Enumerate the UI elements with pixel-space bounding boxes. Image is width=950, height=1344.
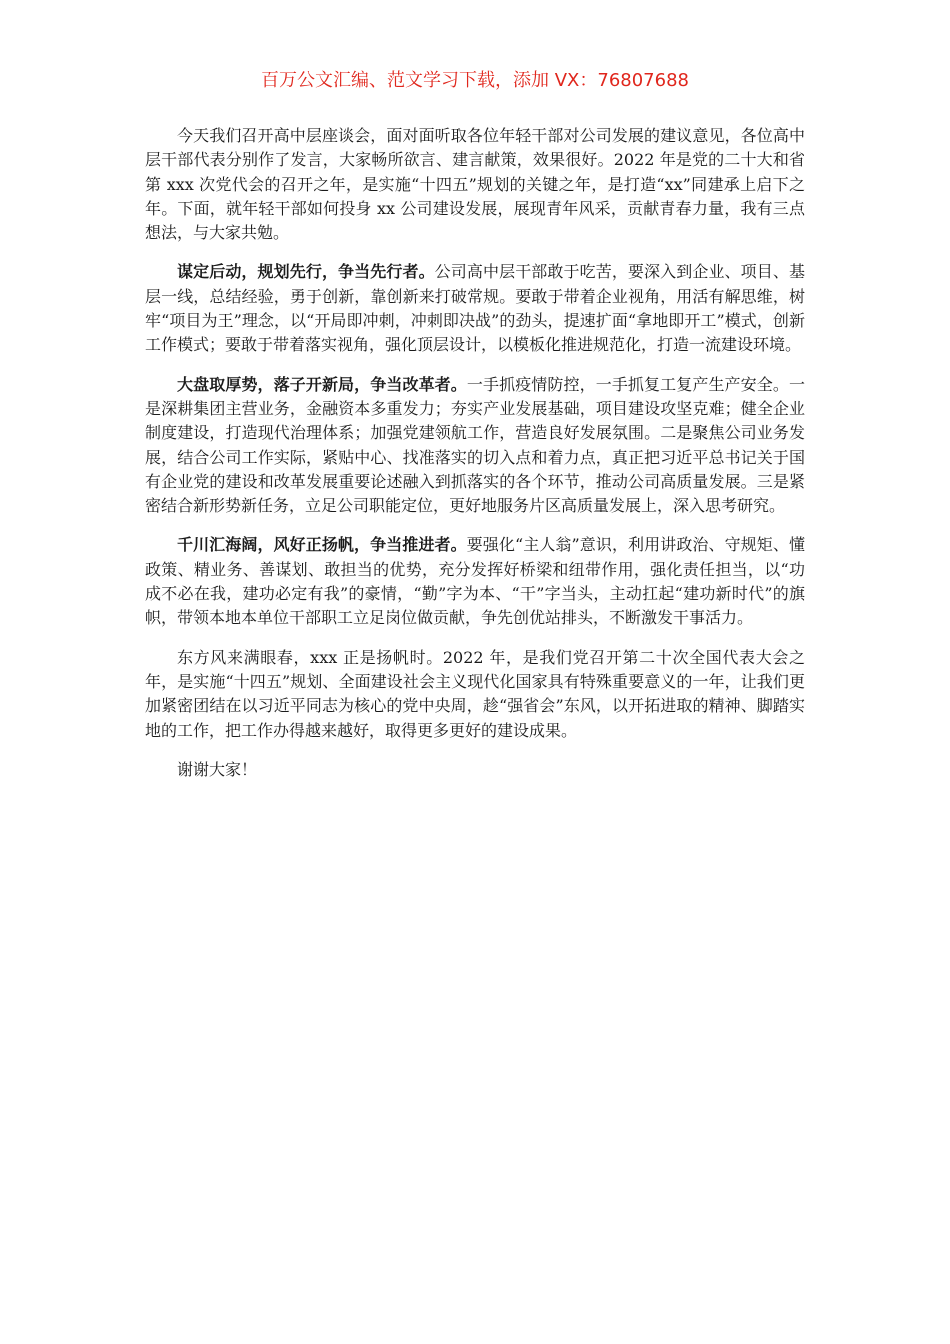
paragraph-text: 东方风来满眼春，xxx 正是扬帆时。2022 年，是我们党召开第二十次全国代表大会之年，是实施“十四五”规划、全面建设社会主义现代化国家具有特殊重要意义的一年，让我们更加紧密团结在以习近平同志为核心的党中央周，趁“强省会”东风，以开拓进取的精神、脚踏实地的工作，把工作办得越来越好，取得更多更好的建设成果。 <box>145 647 805 740</box>
document-body <box>145 124 805 797</box>
paragraph-lead: 谋定后动，规划先行，争当先行者。 <box>177 262 435 282</box>
paragraph-point-3 <box>145 533 805 630</box>
watermark-header: 百万公文汇编、范文学习下载，添加 VX：76807688 <box>261 70 689 91</box>
paragraph-lead: 大盘取厚势，落子开新局，争当改革者。 <box>177 374 467 394</box>
paragraph-text: 谢谢大家！ <box>177 759 258 779</box>
paragraph-text: 今天我们召开高中层座谈会，面对面听取各位年轻干部对公司发展的建议意见，各位高中层干部代表分别作了发言，大家畅所欲言、建言献策，效果很好。2022 年是党的二十大和省第 xxx 次党代会的召开之年，是实施“十四五”规划的关键之年，是打造“xx”同建承上启下之年。下面，就年轻干部如何投身 xx 公司建设发展，展现青年风采，贡献青春力量，我有三点想法，与大家共勉。 <box>145 126 805 243</box>
paragraph-thanks <box>145 758 805 782</box>
paragraph-intro <box>145 124 805 245</box>
paragraph-text: 要强化“主人翁”意识，利用讲政治、守规矩、懂政策、精业务、善谋划、敢担当的优势，充分发挥好桥梁和纽带作用，强化责任担当，以“功成不必在我，建功必定有我”的豪情，“勤”字为本、“干”字当头，主动扛起“建功新时代”的旗帜，带领本地本单位干部职工立足岗位做贡献，争先创优站排头，不断激发干事活力。 <box>145 535 805 628</box>
paragraph-text: 一手抓疫情防控，一手抓复工复产生产安全。一是深耕集团主营业务，金融资本多重发力；夯实产业发展基础，项目建设攻坚克难；健全企业制度建设，打造现代治理体系；加强党建领航工作，营造良好发展氛围。二是聚焦公司业务发展，结合公司工作实际，紧贴中心、找准落实的切入点和着力点，真正把习近平总书记关于国有企业党的建设和改革发展重要论述融入到抓落实的各个环节，推动公司高质量发展。三是紧密结合新形势新任务，立足公司职能定位，更好地服务片区高质量发展上，深入思考研究。 <box>145 374 805 516</box>
paragraph-point-2 <box>145 373 805 519</box>
paragraph-lead: 千川汇海阔，风好正扬帆，争当推进者。 <box>177 535 467 555</box>
paragraph-point-1 <box>145 260 805 357</box>
paragraph-text: 公司高中层干部敢于吃苦，要深入到企业、项目、基层一线，总结经验，勇于创新，靠创新来打破常规。要敢于带着企业视角，用活有解思维，树牢“项目为王”理念，以“开局即冲刺，冲刺即决战”的劲头，提速扩面“拿地即开工”模式，创新工作模式；要敢于带着落实视角，强化顶层设计，以模板化推进规范化，打造一流建设环境。 <box>145 262 805 355</box>
paragraph-conclusion <box>145 646 805 743</box>
